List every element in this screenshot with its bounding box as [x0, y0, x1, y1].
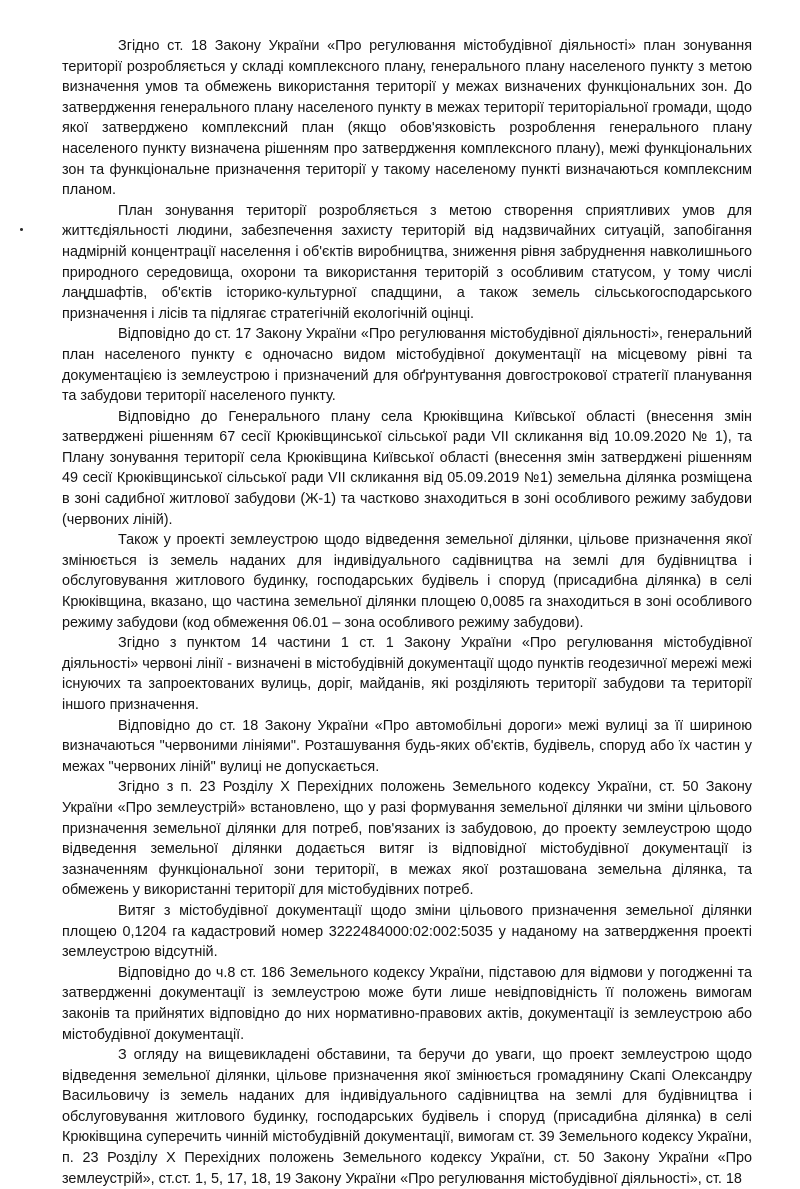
paragraph: Відповідно до ст. 18 Закону України «Про автомобільні дороги» межі вулиці за її шириною визначаються "червоними лініями". Розташування будь-яких об'єктів, будівель, споруд або їх частин у межах "червоних ліній" вулиці не допускається. [62, 717, 752, 775]
paragraph: План зонування території розробляється з метою створення сприятливих умов для життєдіяльності людини, забезпечення захисту територій від надзвичайних ситуацій, запобігання надмірній концентрації населення і об'єктів виробництва, зниження рівня забруднення навколишнього природного середовища, охорони та використання територій з особливим статусом, у тому числі ландшафтів, об'єктів історико-культурної спадщини, а також земель сільськогосподарського призначення і лісів та підлягає стратегічній екологічній оцінці. [62, 202, 752, 322]
paragraph: Відповідно до Генерального плану села Крюківщина Київської області (внесення змін затверджені рішенням 67 сесії Крюківщинської сільської ради VII скликання від 10.09.2020 № 1), та Плану зонування території села Крюківщина Київської області (внесення змін затверджені рішенням 49 сесії Крюківщинської сільської ради VII скликання від 05.09.2019 №1) земельна ділянка розміщена в зоні садибної житлової забудови (Ж-1) та частково знаходиться в зоні особливого режиму забудови (червоних ліній). [62, 408, 752, 528]
paragraph: Витяг з містобудівної документації щодо зміни цільового призначення земельної ділянки площею 0,1204 га кадастровий номер 3222484000:02:002:5035 у наданому на затвердження проекті землеустрою відсутній. [62, 902, 752, 961]
paragraph: Згідно ст. 18 Закону України «Про регулювання містобудівної діяльності» план зонування території розробляється у складі комплексного плану, генерального плану населеного пункту з метою визначення умов та обмежень використання території у межах визначених функціональних зон. До затвердження генерального плану населеного пункту в межах території територіальної громади, щодо якої затверджено комплексний план (якщо обов'язковість розроблення генерального плану населеного пункту визначена рішенням про затвердження комплексного плану), межі функціональних зон та функціональне призначення території у такому населеному пункті визначаються комплексним планом. [62, 38, 752, 199]
paragraph: Згідно з п. 23 Розділу X Перехідних положень Земельного кодексу України, ст. 50 Закону України «Про землеустрій» встановлено, що у разі формування земельної ділянки чи зміни цільового призначення земельної ділянки для потреб, пов'язаних із забудовою, до проекту землеустрою щодо відведення земельної ділянки додається витяг із відповідної містобудівної документації із зазначенням функціональної зони території, в межах якої розташована земельна ділянка, та обмежень у використанні території для містобудівних потреб. [62, 779, 752, 899]
document-body [62, 36, 752, 1189]
paragraph: Відповідно до ч.8 ст. 186 Земельного кодексу України, підставою для відмови у погодженні та затвердженні документації із землеустрою може бути лише невідповідність її положень вимогам законів та прийнятих відповідно до них нормативно-правових актів, документації із землеустрою або містобудівної документації. [62, 964, 752, 1043]
paragraph: Згідно з пунктом 14 частини 1 ст. 1 Закону України «Про регулювання містобудівної діяльності» червоні лінії - визначені в містобудівній документації щодо пунктів геодезичної мережі межі існуючих та запроектованих вулиць, доріг, майданів, які розділяють території забудови та території іншого призначення. [62, 635, 752, 713]
paragraph: Відповідно до ст. 17 Закону України «Про регулювання містобудівної діяльності», генеральний план населеного пункту є одночасно видом містобудівної документації на місцевому рівні та документацією із землеустрою і призначений для обґрунтування довгострокової стратегії планування та забудови території населеного пункту. [62, 326, 752, 405]
paragraph: Також у проекті землеустрою щодо відведення земельної ділянки, цільове призначення якої змінюється із земель наданих для індивідуального садівництва на землі для будівництва і обслуговування житлового будинку, господарських будівель і споруд (присадибна ділянка) в селі Крюківщина, вказано, що частина земельної ділянки площею 0,0085 га знаходиться в зоні особливого режиму забудови (код обмеження 06.01 – зона особливого режиму забудови). [62, 532, 752, 631]
scan-speck [20, 228, 23, 231]
paragraph: З огляду на вищевикладені обставини, та беручи до уваги, що проект землеустрою щодо відведення земельної ділянки, цільове призначення якої змінюється громадянину Скапі Олександру Васильовичу із земель наданих для індивідуального садівництва на землі для будівництва і обслуговування житлового будинку, господарських будівель і споруд (присадибна ділянка) в селі Крюківщина суперечить чинній містобудівній документації, вимогам ст. 39 Земельного кодексу України, п. 23 Розділу X Перехідних положень Земельного кодексу України, ст. 50 Закону України «Про землеустрій», ст.ст. 1, 5, 17, 18, 19 Закону України «Про регулювання містобудівної діяльності», ст. 18 [62, 1047, 752, 1187]
